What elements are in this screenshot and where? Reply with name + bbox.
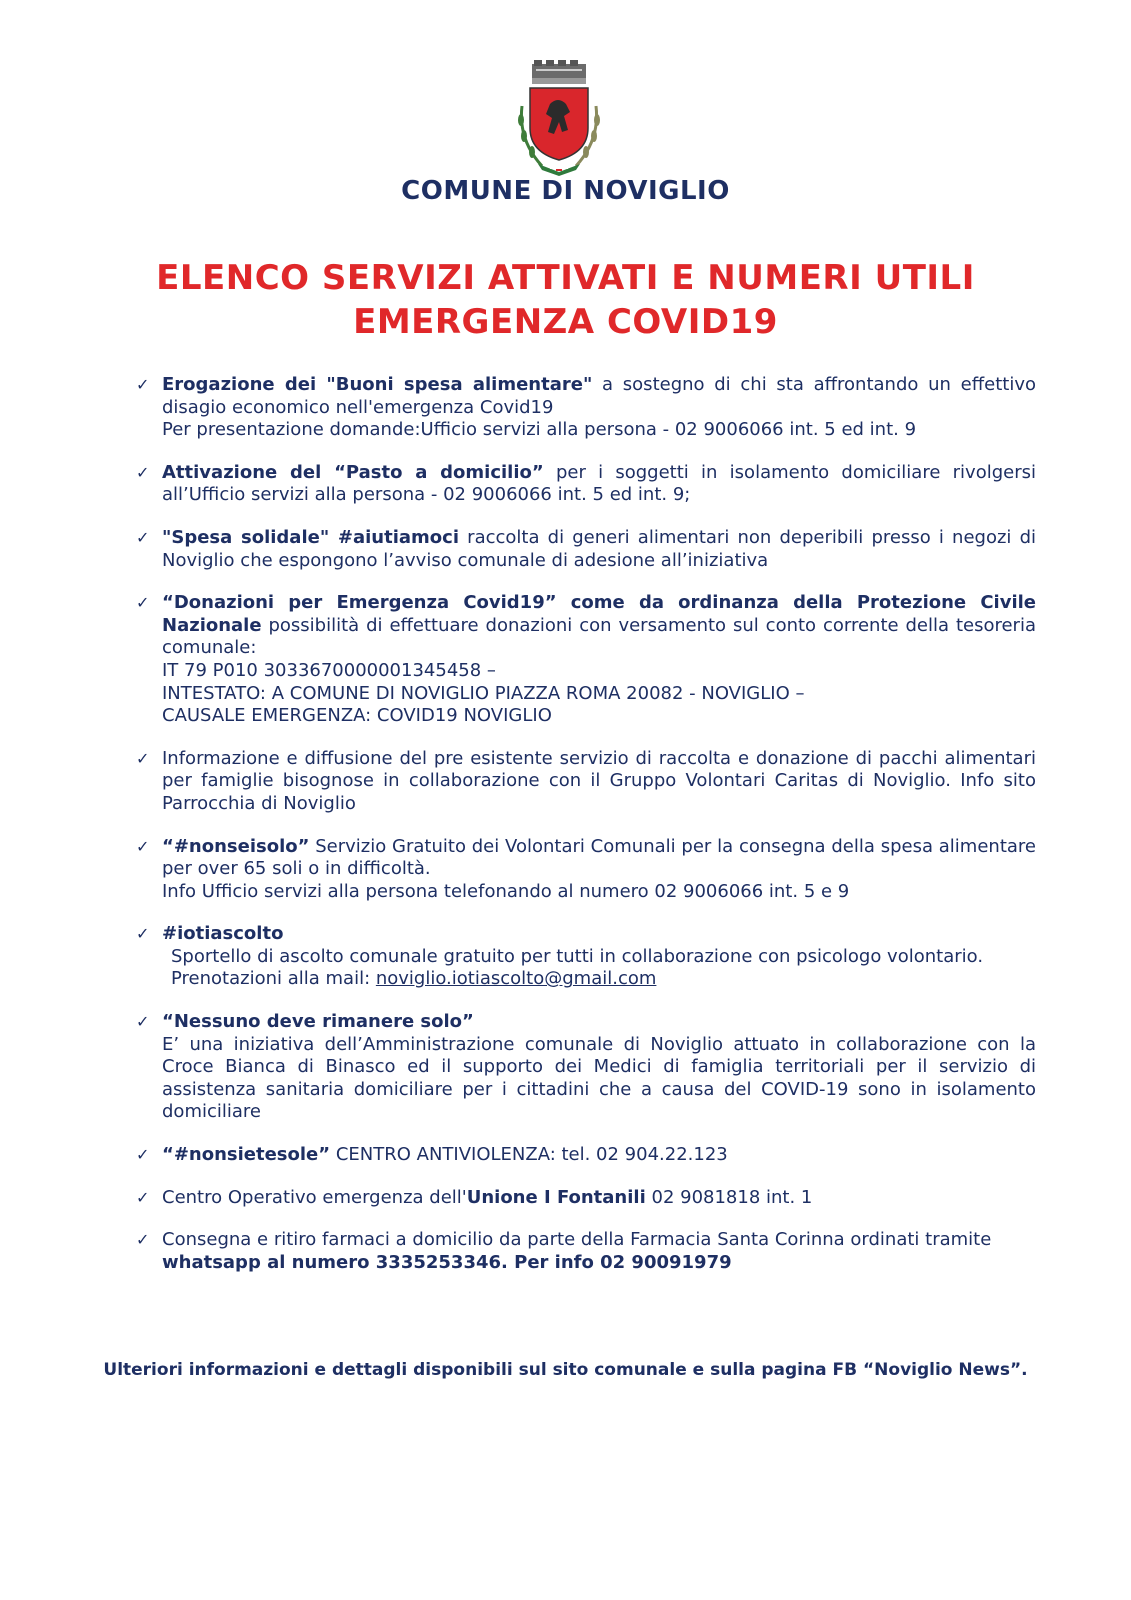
item-text: CENTRO ANTIVIOLENZA: tel. 02 904.22.123 [330,1144,728,1166]
item-line: E’ una iniziativa dell’Amministrazione comunale di Noviglio attuato in collaborazione con la Croce Bianca di Binasco ed il supporto dei Medici di famiglia territoriali per il servizio di assistenza sanitaria domiciliare per i cittadini che a causa del COVID-19 sono in isolamento domiciliare [162,1033,1036,1123]
check-icon: ✓ [136,1145,150,1165]
item-bold-text: "Spesa solidale" #aiutiamoci [162,526,460,548]
item-bold-text: “#nonsietesole” [162,1144,331,1166]
list-item-pasto-domicilio [136,462,1036,507]
item-bold-text: whatsapp al numero 3335253346. Per info 02 90091979 [162,1251,732,1273]
check-icon: ✓ [136,462,150,482]
list-item-centro-operativo [136,1187,1036,1210]
item-bold-text: Unione I Fontanili [466,1186,646,1208]
item-line: Per presentazione domande:Ufficio servizi alla persona - 02 9006066 int. 5 ed int. 9 [162,419,917,441]
item-text: a sostegno di chi sta affrontando un effettivo disagio economico nell'emergenza Covid19 [162,374,1036,418]
check-icon: ✓ [136,924,150,944]
item-line: Sportello di ascolto comunale gratuito per tutti in collaborazione con psicologo volontario. [171,945,984,967]
item-text: Consegna e ritiro farmaci a domicilio da parte della Farmacia Santa Corinna ordinati tramite [162,1229,992,1251]
item-text: per i soggetti in isolamento domiciliare rivolgersi all’Ufficio servizi alla persona - 02 9006066 int. 5 ed int. 9; [162,461,1037,506]
item-text: possibilità di effettuare donazioni con versamento sul conto corrente della tesoreria comunale: [162,614,1036,659]
check-icon: ✓ [136,375,150,394]
list-item-farmaci [136,1229,1036,1274]
item-text: 02 9081818 int. 1 [645,1186,813,1208]
list-item-nonseisolo [136,836,1036,904]
booking-label: Prenotazioni alla mail: [171,968,376,990]
check-icon: ✓ [136,527,150,547]
title-line-2: EMERGENZA COVID19 [353,302,778,342]
page-title [0,256,1131,344]
item-bold-text: “#nonseisolo” [162,835,310,857]
check-icon: ✓ [136,836,150,856]
item-bold-text: “Nessuno deve rimanere solo” [162,1011,474,1033]
check-icon: ✓ [136,593,150,613]
item-bold-text: #iotiascolto [162,923,284,945]
list-item-buoni-spesa [136,374,1036,442]
item-text: Centro Operativo emergenza dell' [162,1186,467,1208]
check-icon: ✓ [136,748,150,768]
check-icon: ✓ [136,1187,150,1207]
check-icon: ✓ [136,1230,150,1250]
item-text: raccolta di generi alimentari non deperibili presso i negozi di Noviglio che espongono l’avviso comunale di adesione all’iniziativa [162,526,1036,571]
email-link[interactable]: noviglio.iotiascolto@gmail.com [375,968,657,990]
municipality-name: COMUNE DI NOVIGLIO [401,176,730,206]
item-bold-text: Attivazione del “Pasto a domicilio” [162,461,544,483]
item-bold-text: “Donazioni per Emergenza Covid19” come da ordinanza della Protezione Civile Nazionale [162,592,1036,636]
check-icon: ✓ [136,1012,150,1032]
iban-line: IT 79 P010 3033670000001345458 – [162,659,496,681]
title-line-1: ELENCO SERVIZI ATTIVATI E NUMERI UTILI [156,258,975,298]
footer-note: Ulteriori informazioni e dettagli disponibili sul sito comunale e sulla pagina FB “Noviglio News”. [103,1360,1028,1380]
list-item-iotiascolto [136,923,1036,991]
municipal-coat-of-arms [512,60,606,178]
item-line: Info Ufficio servizi alla persona telefonando al numero 02 9006066 int. 5 e 9 [162,880,850,902]
item-bold-text: Erogazione dei "Buoni spesa alimentare" [162,374,593,395]
list-item-spesa-solidale [136,527,1036,572]
account-holder-line: INTESTATO: A COMUNE DI NOVIGLIO PIAZZA ROMA 20082 - NOVIGLIO – [162,682,805,704]
list-item-donazioni [136,592,1036,728]
list-item-nessuno-solo [136,1011,1036,1124]
booking-line [162,968,1036,991]
list-item-nonsietesole [136,1144,1036,1167]
item-text: Servizio Gratuito dei Volontari Comunali per la consegna della spesa alimentare per over 65 soli o in difficoltà. [162,835,1036,880]
payment-reason-line: CAUSALE EMERGENZA: COVID19 NOVIGLIO [162,705,552,727]
list-item-caritas [136,748,1036,816]
services-list [136,374,1036,1294]
item-text: Informazione e diffusione del pre esistente servizio di raccolta e donazione di pacchi alimentari per famiglie bisognose in collaborazione con il Gruppo Volontari Caritas di Noviglio. Info sito Parrocchia di Noviglio [162,747,1036,814]
